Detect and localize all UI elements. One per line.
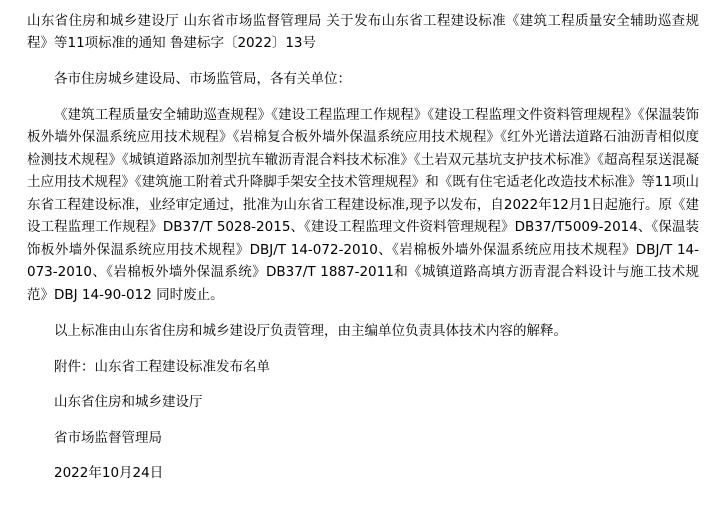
closing-paragraph: 以上标准由山东省住房和城乡建设厅负责管理，由主编单位负责具体技术内容的解释。	[54, 323, 567, 339]
body-paragraph: 《建筑工程质量安全辅助巡查规程》《建设工程监理工作规程》《建设工程监理文件资料管理规程》《保温装饰板外墙外保温系统应用技术规程》《岩棉复合板外墙外保温系统应用技术规程》《红外光谱法道路石油沥青相似度检测技术规程》《城镇道路添加剂型抗车辙沥青混合料技术标准》《土岩双元基坑支护技术标准》《超高程泵送混凝土应用技术规程》《建筑施工附着式升降脚手架安全技术管理规程》和《既有住宅适老化改造技术标准》等11项山东省工程建设标准，业经审定通过，批准为山东省工程建设标准,现予以发布，自2022年12月1日起施行。原《建设工程监理工作规程》DB37/T 5028-2015、《建设工程监理文件资料管理规程》DB37/T5009-2014、《保温装饰板外墙外保温系统应用技术规程》DBJ/T 14-072-2010、《岩棉板外墙外保温系统应用技术规程》DBJ/T 14-073-2010、《岩棉板外墙外保温系统》DB37/T 1887-2011和《城镇道路高填方沥青混合料设计与施工技术规范》DBJ 14-90-012 同时废止。	[27, 106, 699, 303]
signature-market-supervision: 省市场监督管理局	[54, 429, 162, 446]
signature-issuing-department: 山东省住房和城乡建设厅	[54, 394, 203, 410]
signature-date: 2022年10月24日	[54, 465, 164, 481]
document-title: 山东省住房和城乡建设厅 山东省市场监督管理局 关于发布山东省工程建设标准《建筑工程质量安全辅助巡查规程》等11项标准的通知 鲁建标字〔2022〕13号	[27, 13, 699, 51]
attachment-paragraph: 附件：山东省工程建设标准发布名单	[54, 358, 270, 375]
salutation-paragraph: 各市住房城乡建设局、市场监管局，各有关单位：	[54, 71, 351, 87]
